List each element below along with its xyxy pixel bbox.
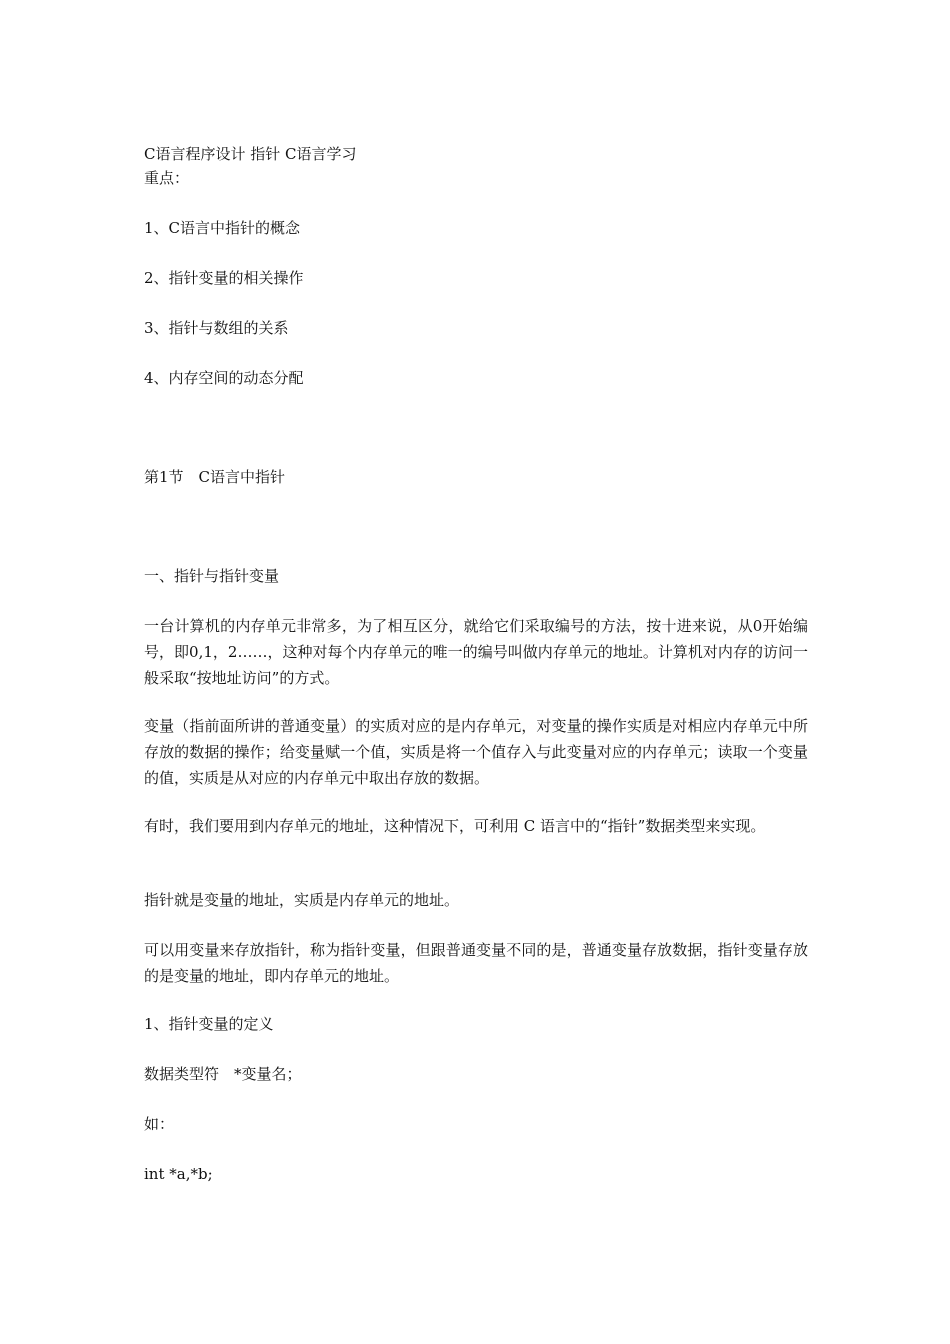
body-paragraph: 一台计算机的内存单元非常多，为了相互区分，就给它们采取编号的方法，按十进来说，从0开始编号，即0,1，2……，这种对每个内存单元的唯一的编号叫做内存单元的地址。计算机对内存的访问一般采取“按地址访问”的方式。 bbox=[144, 617, 808, 687]
body-paragraph: 有时，我们要用到内存单元的地址，这种情况下，可利用 C 语言中的“指针”数据类型来实现。 bbox=[144, 817, 766, 835]
body-paragraph: 可以用变量来存放指针，称为指针变量，但跟普通变量不同的是，普通变量存放数据，指针变量存放的是变量的地址，即内存单元的地址。 bbox=[144, 941, 808, 985]
body-paragraph: 指针就是变量的地址，实质是内存单元的地址。 bbox=[144, 891, 460, 909]
key-points-label: 重点： bbox=[144, 169, 190, 187]
key-point-item: 1、C语言中指针的概念 bbox=[144, 219, 301, 237]
example-label: 如： bbox=[144, 1115, 175, 1133]
section-heading: 第1节 C语言中指针 bbox=[144, 468, 286, 486]
code-line: int *a,*b; bbox=[144, 1165, 213, 1183]
body-paragraph: 变量（指前面所讲的普通变量）的实质对应的是内存单元，对变量的操作实质是对相应内存单元中所存放的数据的操作；给变量赋一个值，实质是将一个值存入与此变量对应的内存单元；读取一个变量的值，实质是从对应的内存单元中取出存放的数据。 bbox=[144, 717, 808, 787]
key-point-item: 4、内存空间的动态分配 bbox=[144, 369, 304, 387]
definition-heading: 1、指针变量的定义 bbox=[144, 1015, 274, 1033]
syntax-line: 数据类型符 *变量名； bbox=[144, 1065, 302, 1083]
document-title: C语言程序设计 指针 C语言学习 bbox=[144, 145, 357, 163]
subsection-heading: 一、指针与指针变量 bbox=[144, 567, 280, 585]
key-point-item: 3、指针与数组的关系 bbox=[144, 319, 289, 337]
key-point-item: 2、指针变量的相关操作 bbox=[144, 269, 304, 287]
